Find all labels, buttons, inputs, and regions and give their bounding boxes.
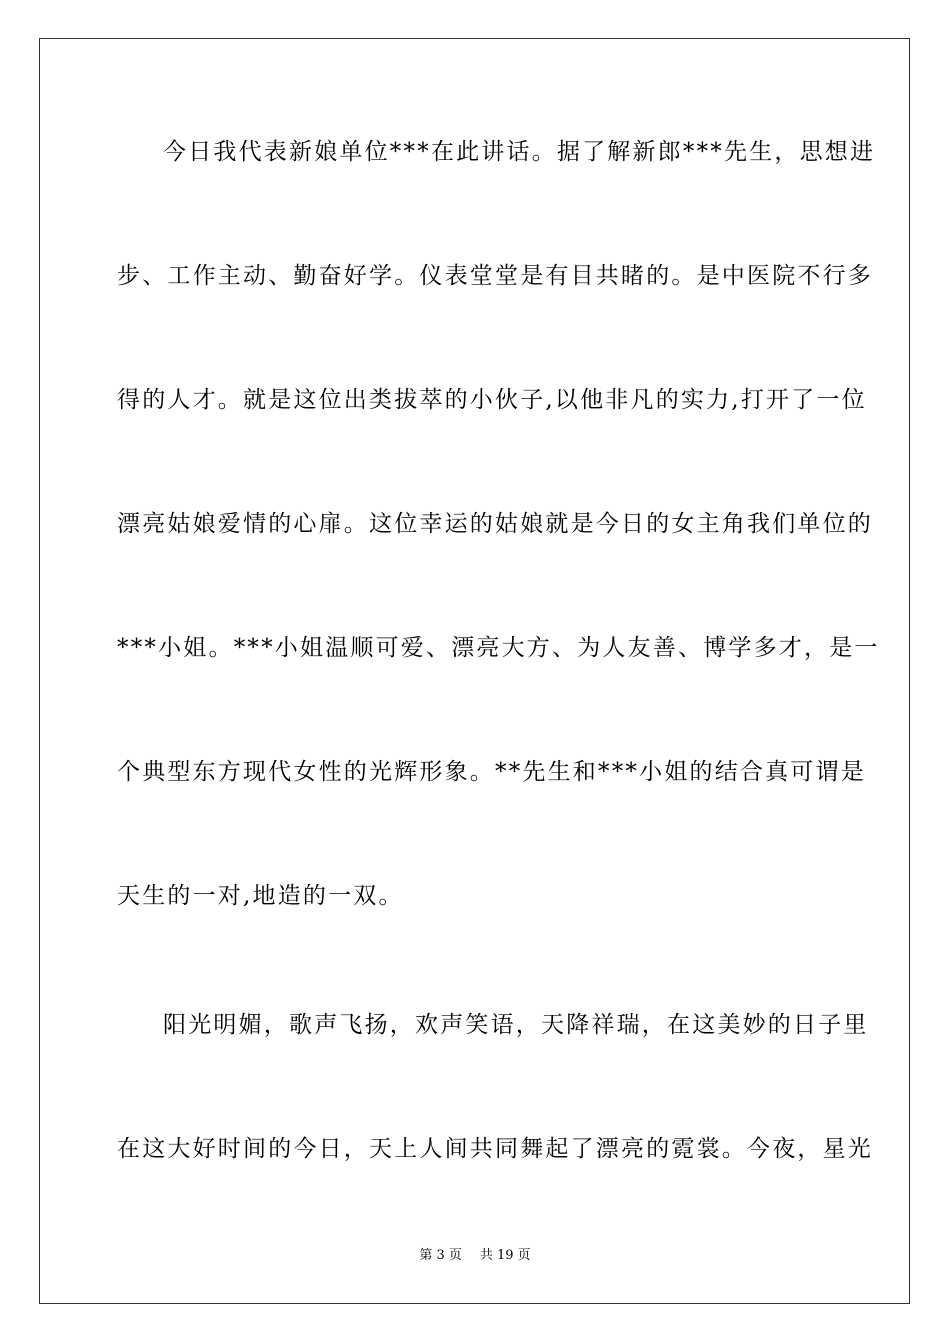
text-line-1: 今日我代表新娘单位***在此讲话。据了解新郎***先生，思想进 — [163, 139, 876, 165]
text-line-2: 步、工作主动、勤奋好学。仪表堂堂是有目共睹的。是中医院不行多 — [117, 263, 873, 289]
text-line-5: ***小姐。***小姐温顺可爱、漂亮大方、为人友善、博学多才，是一 — [117, 635, 880, 661]
text-line-7: 天生的一对,地造的一双。 — [117, 883, 404, 909]
text-line-8: 阳光明媚，歌声飞扬，欢声笑语，天降祥瑞，在这美妙的日子里 — [163, 1012, 869, 1038]
page-number: 第 3 页 — [419, 1248, 462, 1263]
page-footer — [0, 1247, 950, 1265]
page-total: 共 19 页 — [479, 1248, 531, 1263]
text-line-4: 漂亮姑娘爱情的心扉。这位幸运的姑娘就是今日的女主角我们单位的 — [117, 511, 873, 537]
text-line-3: 得的人才。就是这位出类拔萃的小伙子,以他非凡的实力,打开了一位 — [117, 387, 867, 413]
page-border — [39, 38, 910, 1304]
text-line-6: 个典型东方现代女性的光辉形象。**先生和***小姐的结合真可谓是 — [117, 759, 866, 785]
text-line-9: 在这大好时间的今日，天上人间共同舞起了漂亮的霓裳。今夜，星光 — [117, 1136, 873, 1162]
